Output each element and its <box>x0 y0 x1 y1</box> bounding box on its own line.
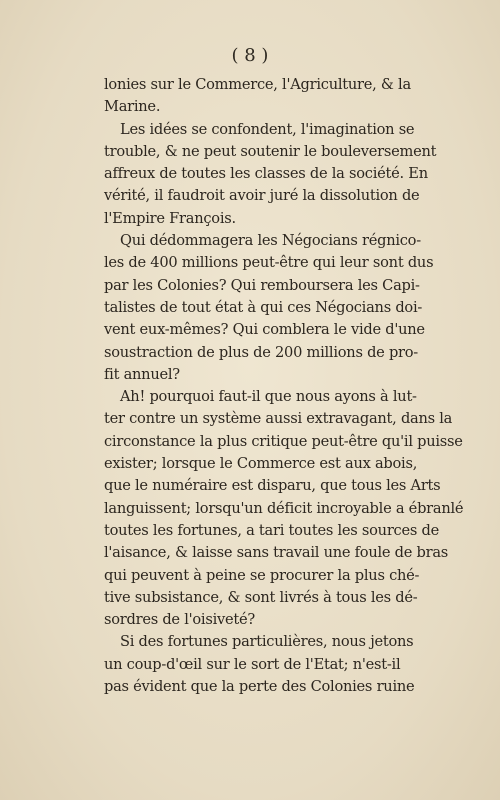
text-line: l'Empire François. <box>104 209 236 227</box>
text-line: pas évident que la perte des Colonies ruine <box>104 678 415 696</box>
text-line: exister; lorsque le Commerce est aux abois, <box>104 455 418 473</box>
text-line: affreux de toutes les classes de la société. En <box>104 165 428 183</box>
text-line: l'aisance, & laisse sans travail une foule de bras <box>104 544 449 562</box>
text-line: soustraction de plus de 200 millions de pro- <box>104 343 418 361</box>
text-line: un coup-d'œil sur le sort de l'Etat; n'est-il <box>104 655 401 673</box>
text-line: par les Colonies? Qui remboursera les Capi- <box>104 276 420 294</box>
text-line: vent eux-mêmes? Qui comblera le vide d'une <box>104 321 425 339</box>
text-line: fit annuel? <box>104 365 180 383</box>
text-line: circonstance la plus critique peut-être qu'il puisse <box>104 432 463 450</box>
body-text <box>104 74 464 698</box>
text-line: languissent; lorsqu'un déficit incroyable a ébranlé <box>104 499 464 517</box>
text-line: ter contre un système aussi extravagant, dans la <box>104 410 453 428</box>
text-line: Ah! pourquoi faut-il que nous ayons à lut- <box>120 388 417 406</box>
paragraph-2 <box>104 119 444 230</box>
text-line: trouble, & ne peut soutenir le bouleversement <box>104 142 437 160</box>
text-line: sordres de l'oisiveté? <box>104 611 255 629</box>
paragraph-1 <box>104 74 444 119</box>
text-line: Si des fortunes particulières, nous jetons <box>120 633 414 651</box>
text-line: Marine. <box>104 98 161 116</box>
text-line: talistes de tout état à qui ces Négocians doi- <box>104 298 423 316</box>
page-number: ( 8 ) <box>231 45 269 66</box>
text-line: lonies sur le Commerce, l'Agriculture, & la <box>104 76 411 93</box>
paragraph-3 <box>104 230 444 386</box>
text-line: vérité, il faudroit avoir juré la dissolution de <box>104 187 420 205</box>
text-line: Les idées se confondent, l'imagination se <box>120 120 415 138</box>
text-line: qui peuvent à peine se procurer la plus ché- <box>104 566 420 584</box>
text-line: Qui dédommagera les Négocians régnico- <box>120 232 421 250</box>
text-line: que le numéraire est disparu, que tous les Arts <box>104 477 441 495</box>
text-line: les de 400 millions peut-être qui leur sont dus <box>104 254 434 272</box>
paragraph-4 <box>104 386 464 631</box>
text-line: toutes les fortunes, a tari toutes les sources de <box>104 521 439 539</box>
text-line: tive subsistance, & sont livrés à tous les dé- <box>104 588 418 606</box>
paragraph-5 <box>104 631 444 698</box>
